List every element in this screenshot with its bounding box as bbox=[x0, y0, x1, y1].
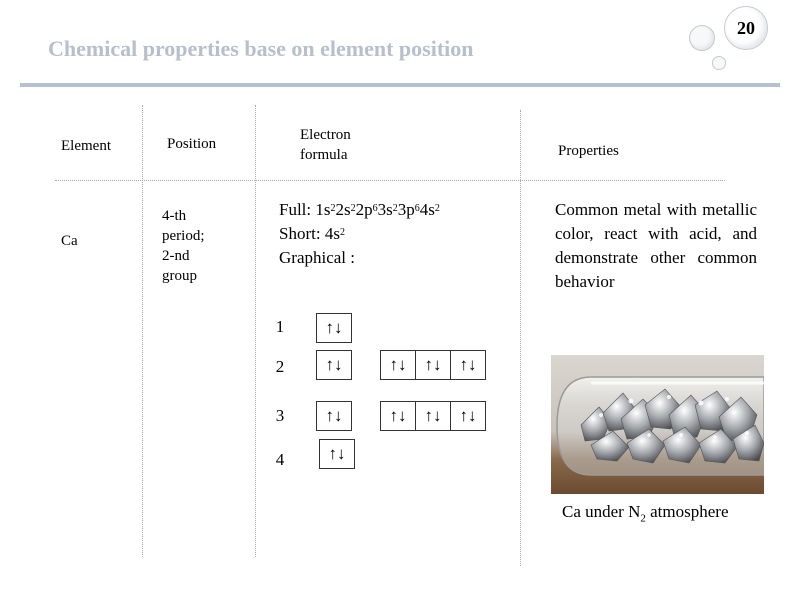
column-divider-2 bbox=[255, 105, 256, 557]
orbital-term: 3p bbox=[397, 200, 415, 219]
page-number: 20 bbox=[737, 18, 755, 38]
short-label: Short: bbox=[279, 224, 325, 243]
position-line: period; bbox=[162, 228, 205, 244]
electron-count: 2 bbox=[392, 203, 398, 214]
column-divider-1 bbox=[142, 105, 143, 557]
short-electron-count: 2 bbox=[339, 227, 345, 238]
position-line: 2-nd bbox=[162, 248, 190, 264]
orbital-4s bbox=[319, 439, 355, 469]
level-label-4: 4 bbox=[275, 450, 285, 469]
graphical-label: Graphical : bbox=[279, 248, 355, 267]
orbital-term: 4s bbox=[419, 200, 435, 219]
spin-pair: ↑↓ bbox=[325, 355, 343, 374]
photo-caption bbox=[562, 502, 728, 524]
header-electron-formula bbox=[300, 125, 351, 165]
position-line: 4-th bbox=[162, 208, 187, 224]
orbital-term: 2p bbox=[355, 200, 373, 219]
level-label-2: 2 bbox=[275, 357, 285, 376]
properties-text: Common metal with metallic color, react with acid, and demonstrate other common behavior bbox=[555, 200, 757, 291]
orbital-2p bbox=[380, 350, 486, 380]
header-properties: Properties bbox=[558, 143, 619, 159]
spin-pair: ↑↓ bbox=[325, 318, 343, 337]
short-configuration bbox=[279, 222, 440, 246]
caption-suffix: atmosphere bbox=[645, 502, 729, 521]
calcium-photo bbox=[551, 355, 764, 494]
orbital-3p bbox=[380, 401, 486, 431]
spin-pair: ↑↓ bbox=[325, 406, 343, 425]
electron-count: 2 bbox=[350, 203, 356, 214]
caption-prefix: Ca under N bbox=[562, 502, 641, 521]
position-line: group bbox=[162, 268, 197, 284]
header-position: Position bbox=[167, 136, 217, 152]
spin-pair: ↑↓ bbox=[415, 402, 450, 430]
position-text bbox=[162, 206, 205, 286]
electron-formula bbox=[279, 198, 440, 270]
header-row-divider bbox=[55, 180, 725, 181]
electron-count: 2 bbox=[434, 203, 440, 214]
electron-count: 6 bbox=[372, 203, 378, 214]
spin-pair: ↑↓ bbox=[389, 406, 407, 425]
spin-pair: ↑↓ bbox=[415, 351, 450, 379]
spin-pair: ↑↓ bbox=[450, 351, 485, 379]
electron-count: 6 bbox=[414, 203, 420, 214]
level-label-1: 1 bbox=[275, 317, 285, 336]
orbital-3s bbox=[316, 401, 352, 431]
title-underline bbox=[20, 83, 780, 87]
spin-pair: ↑↓ bbox=[450, 402, 485, 430]
full-configuration bbox=[279, 198, 440, 222]
decorative-circle-large bbox=[689, 25, 715, 51]
full-label: Full: bbox=[279, 200, 316, 219]
header-element: Element bbox=[61, 138, 111, 154]
orbital-term: 3s bbox=[377, 200, 393, 219]
header-electron-formula-line2: formula bbox=[300, 147, 348, 163]
orbital-term: 2s bbox=[335, 200, 351, 219]
orbital-2s bbox=[316, 350, 352, 380]
header-electron-formula-line1: Electron bbox=[300, 127, 351, 143]
full-config-value bbox=[315, 200, 440, 219]
level-label-3: 3 bbox=[275, 406, 285, 425]
orbital-1s bbox=[316, 313, 352, 343]
orbital-term: 1s bbox=[315, 200, 331, 219]
slide-title: Chemical properties base on element position bbox=[48, 36, 474, 61]
electron-count: 2 bbox=[330, 203, 336, 214]
decorative-circle-small bbox=[712, 56, 726, 70]
column-divider-3 bbox=[520, 110, 521, 566]
short-orbital: 4s bbox=[324, 224, 340, 243]
caption-subscript: 2 bbox=[640, 512, 646, 525]
spin-pair: ↑↓ bbox=[328, 444, 346, 463]
spin-pair: ↑↓ bbox=[389, 355, 407, 374]
element-symbol: Ca bbox=[61, 233, 78, 249]
